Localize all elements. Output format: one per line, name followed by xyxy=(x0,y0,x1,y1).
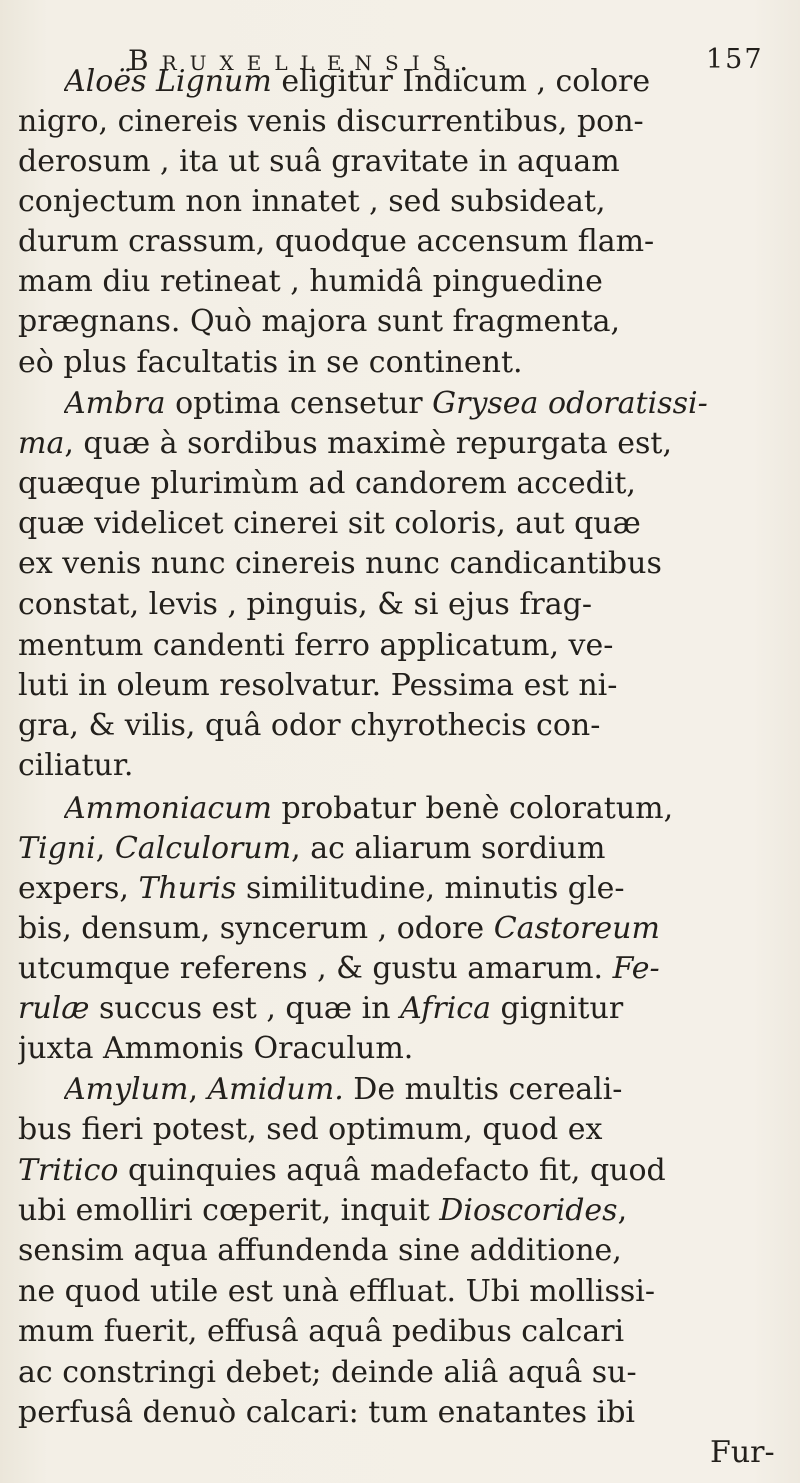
text-line xyxy=(18,1392,796,1434)
text-line xyxy=(18,868,796,910)
text-segment: constat, levis , pinguis, & si ejus frag- xyxy=(18,587,592,622)
text-line xyxy=(18,1150,796,1192)
text-line xyxy=(18,948,796,990)
text-line xyxy=(18,141,796,183)
text-line xyxy=(18,705,796,747)
text-segment: similitudine, minutis gle- xyxy=(236,871,625,906)
text-line xyxy=(18,828,796,870)
italic-term: Fe- xyxy=(612,951,660,986)
text-line xyxy=(18,584,796,626)
text-segment: ciliatur. xyxy=(18,748,134,783)
text-line xyxy=(18,301,796,343)
text-segment: quinquies aquâ madefacto fit, quod xyxy=(118,1153,666,1188)
text-segment: juxta Ammonis Oraculum. xyxy=(18,1031,414,1066)
text-line xyxy=(18,543,796,585)
text-segment: , xyxy=(95,831,115,866)
text-segment: optima censetur xyxy=(165,386,433,421)
text-segment: mentum candenti ferro applicatum, ve- xyxy=(18,628,614,663)
text-segment: succus est , quæ in xyxy=(89,991,401,1026)
text-segment: sensim aqua affundenda sine additione, xyxy=(18,1233,622,1268)
text-segment: bis, densum, syncerum , odore xyxy=(18,911,494,946)
text-segment: nigro, cinereis venis discurrentibus, pon- xyxy=(18,104,644,139)
text-line xyxy=(18,1230,796,1272)
text-line xyxy=(18,1109,796,1151)
text-segment: durum crassum, quodque accensum flam- xyxy=(18,224,655,259)
text-line xyxy=(18,423,796,465)
text-line xyxy=(18,503,796,545)
text-segment: eò plus facultatis in se continent. xyxy=(18,345,523,380)
text-segment: Fur- xyxy=(710,1435,775,1470)
italic-term: Thuris xyxy=(138,871,237,906)
text-segment: gra, & vilis, quâ odor chyrothecis con- xyxy=(18,708,601,743)
text-line xyxy=(18,181,796,223)
text-segment: expers, xyxy=(18,871,139,906)
text-segment: derosum , ita ut suâ gravitate in aquam xyxy=(18,144,620,179)
text-segment: mum fuerit, effusâ aquâ pedibus calcari xyxy=(18,1314,625,1349)
italic-term: Ammoniacum xyxy=(64,791,272,826)
text-segment: ubi emolliri cœperit, inquit xyxy=(18,1193,440,1228)
text-line xyxy=(64,61,796,103)
text-segment: perfusâ denuò calcari: tum enatantes ibi xyxy=(18,1395,636,1430)
text-segment: bus fieri potest, sed optimum, quod ex xyxy=(18,1112,603,1147)
italic-term: rulæ xyxy=(18,991,90,1026)
text-line xyxy=(64,788,796,830)
text-segment: prægnans. Quò majora sunt fragmenta, xyxy=(18,304,621,339)
running-head: Bruxellensis. xyxy=(128,44,482,77)
text-line xyxy=(18,261,796,303)
italic-term: Africa xyxy=(400,991,491,1026)
text-segment: ac constringi debet; deinde aliâ aquâ su- xyxy=(18,1355,637,1390)
text-segment: De multis cereali- xyxy=(343,1072,623,1107)
text-line xyxy=(18,1028,796,1070)
text-line xyxy=(18,1190,796,1232)
text-segment: eligitur Indicum , colore xyxy=(271,64,651,99)
text-line xyxy=(18,745,796,787)
catchword xyxy=(710,1432,796,1474)
text-segment: , xyxy=(188,1072,208,1107)
text-line xyxy=(18,221,796,263)
text-segment: ex venis nunc cinereis nunc candicantibus xyxy=(18,546,662,581)
text-line xyxy=(18,463,796,505)
text-line xyxy=(64,1069,796,1111)
italic-term: Calculorum xyxy=(114,831,292,866)
italic-term: Ambra xyxy=(64,386,166,421)
text-line xyxy=(18,988,796,1030)
italic-term: ma xyxy=(18,426,65,461)
text-line xyxy=(64,383,796,425)
text-line xyxy=(18,625,796,667)
italic-term: Castoreum xyxy=(493,911,660,946)
italic-term: Dioscorides xyxy=(439,1193,618,1228)
page-number: 157 xyxy=(706,44,764,75)
text-segment: , ac aliarum sordium xyxy=(291,831,606,866)
text-line xyxy=(18,665,796,707)
text-line xyxy=(18,908,796,950)
text-line xyxy=(18,1271,796,1313)
text-segment: conjectum non innatet , sed subsideat, xyxy=(18,184,606,219)
text-segment: ne quod utile est unà effluat. Ubi mollissi- xyxy=(18,1274,656,1309)
italic-term: Grysea odoratissi- xyxy=(432,386,708,421)
italic-term: Aloës Lignum xyxy=(64,64,272,99)
text-segment: mam diu retineat , humidâ pinguedine xyxy=(18,264,603,299)
italic-term: Amidum. xyxy=(207,1072,344,1107)
text-segment: , quæ à sordibus maximè repurgata est, xyxy=(64,426,673,461)
text-segment: luti in oleum resolvatur. Pessima est ni- xyxy=(18,668,618,703)
text-segment: gignitur xyxy=(490,991,624,1026)
italic-term: Tigni xyxy=(18,831,96,866)
text-line xyxy=(18,1311,796,1353)
text-line xyxy=(18,342,796,384)
text-segment: probatur benè coloratum, xyxy=(272,791,674,826)
text-segment: , xyxy=(617,1193,628,1228)
text-segment: quæ videlicet cinerei sit coloris, aut quæ xyxy=(18,506,641,541)
italic-term: Amylum xyxy=(64,1072,189,1107)
text-segment: utcumque referens , & gustu amarum. xyxy=(18,951,613,986)
text-line xyxy=(18,1352,796,1394)
italic-term: Tritico xyxy=(18,1153,119,1188)
text-segment: quæque plurimùm ad candorem accedit, xyxy=(18,466,636,501)
text-line xyxy=(18,101,796,143)
